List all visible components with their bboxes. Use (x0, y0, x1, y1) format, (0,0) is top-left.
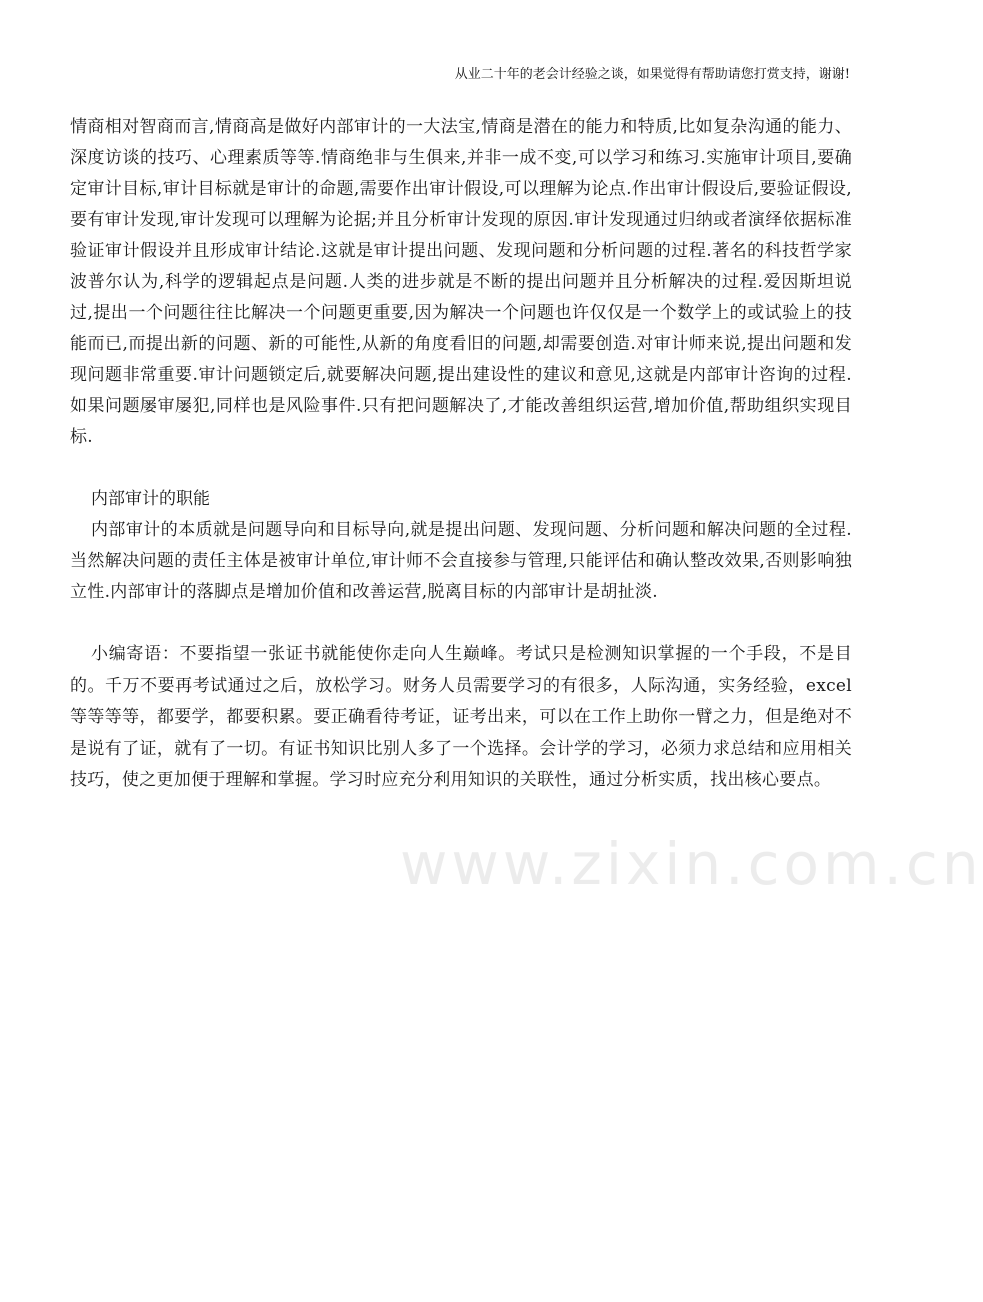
document-body (70, 112, 852, 797)
paragraph-function: 内部审计的本质就是问题导向和目标导向,就是提出问题、发现问题、分析问题和解决问题的全过程.当然解决问题的责任主体是被审计单位,审计师不会直接参与管理,只能评估和确认整改效果,否则影响独立性.内部审计的落脚点是增加价值和改善运营,脱离目标的内部审计是胡扯淡. (70, 520, 852, 602)
section-heading: 内部审计的职能 (91, 489, 210, 509)
header-note: 从业二十年的老会计经验之谈，如果觉得有帮助请您打赏支持，谢谢! (454, 67, 850, 82)
paragraph-editor-note: 小编寄语：不要指望一张证书就能使你走向人生巅峰。考试只是检测知识掌握的一个手段，不是目的。千万不要再考试通过之后，放松学习。财务人员需要学习的有很多，人际沟通，实务经验，excel等等等等，都要学，都要积累。要正确看待考证，证考出来，可以在工作上助你一臂之力，但是绝对不是说有了证，就有了一切。有证书知识比别人多了一个选择。会计学的学习，必须力求总结和应用相关技巧，使之更加便于理解和掌握。学习时应充分利用知识的关联性，通过分析实质，找出核心要点。 (70, 644, 852, 790)
watermark: www.zixin.com.cn (400, 830, 983, 898)
paragraph-main: 情商相对智商而言,情商高是做好内部审计的一大法宝,情商是潜在的能力和特质,比如复杂沟通的能力、深度访谈的技巧、心理素质等等.情商绝非与生俱来,并非一成不变,可以学习和练习.实施审计项目,要确定审计目标,审计目标就是审计的命题,需要作出审计假设,可以理解为论点.作出审计假设后,要验证假设,要有审计发现,审计发现可以理解为论据;并且分析审计发现的原因.审计发现通过归纳或者演绎依据标准验证审计假设并且形成审计结论.这就是审计提出问题、发现问题和分析问题的过程.著名的科技哲学家波普尔认为,科学的逻辑起点是问题.人类的进步就是不断的提出问题并且分析解决的过程.爱因斯坦说过,提出一个问题往往比解决一个问题更重要,因为解决一个问题也许仅仅是一个数学上的或试验上的技能而已,而提出新的问题、新的可能性,从新的角度看旧的问题,却需要创造.对审计师来说,提出问题和发现问题非常重要.审计问题锁定后,就要解决问题,提出建设性的建议和意见,这就是内部审计咨询的过程.如果问题屡审屡犯,同样也是风险事件.只有把问题解决了,才能改善组织运营,增加价值,帮助组织实现目标. (70, 117, 852, 447)
